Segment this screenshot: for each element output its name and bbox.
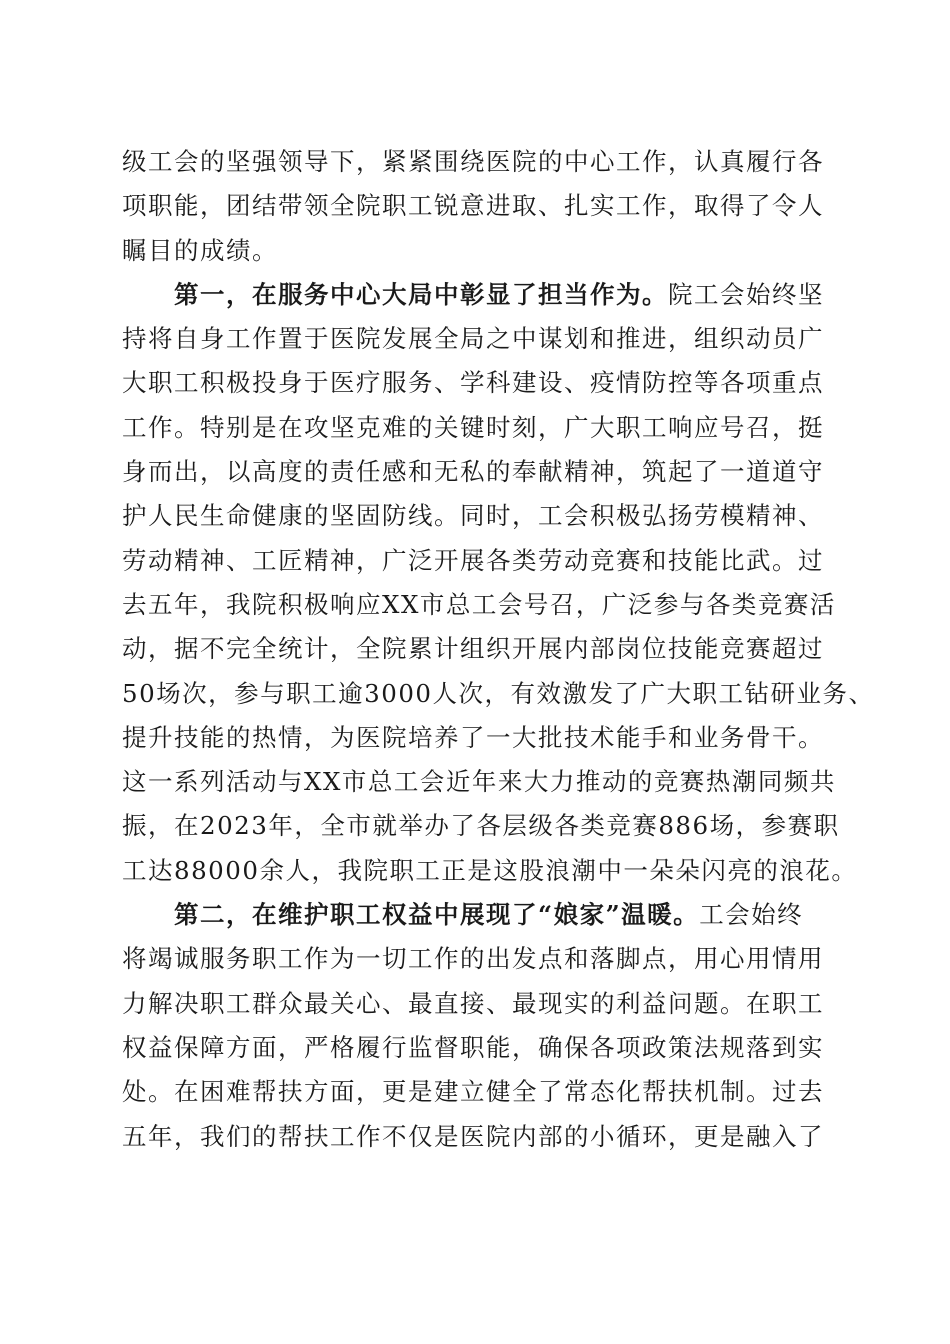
text-line: 动，据不完全统计，全院累计组织开展内部岗位技能竞赛超过	[122, 634, 824, 664]
text-line: 身而出，以高度的责任感和无私的奉献精神，筑起了一道道守	[122, 457, 824, 487]
body-text	[122, 140, 875, 1159]
text-line: 五年，我们的帮扶工作不仅是医院内部的小循环，更是融入了	[122, 1121, 824, 1151]
paragraph-2	[122, 273, 875, 893]
text-line: 工达88000余人，我院职工正是这股浪潮中一朵朵闪亮的浪花。	[122, 855, 858, 885]
text-line: 提升技能的热情，为医院培养了一大批技术能手和业务骨干。	[122, 722, 824, 752]
text-line: 大职工积极投身于医疗服务、学科建设、疫情防控等各项重点	[122, 368, 824, 398]
text-line: 力解决职工群众最关心、最直接、最现实的利益问题。在职工	[122, 988, 824, 1018]
text-run: 院工会始终坚	[668, 279, 824, 309]
text-line: 这一系列活动与XX市总工会近年来大力推动的竞赛热潮同频共	[122, 767, 836, 797]
text-line: 持将自身工作置于医院发展全局之中谋划和推进，组织动员广	[122, 324, 824, 354]
text-line: 工作。特别是在攻坚克难的关键时刻，广大职工响应号召，挺	[122, 412, 824, 442]
section-heading-1: 第一，在服务中心大局中彰显了担当作为。	[174, 279, 668, 309]
text-line: 劳动精神、工匠精神，广泛开展各类劳动竞赛和技能比武。过	[122, 545, 824, 575]
text-line: 将竭诚服务职工作为一切工作的出发点和落脚点，用心用情用	[122, 944, 824, 974]
section-heading-2: 第二，在维护职工权益中展现了“娘家”温暖。	[174, 900, 700, 930]
text-line: 级工会的坚强领导下，紧紧围绕医院的中心工作，认真履行各	[122, 147, 824, 176]
text-line: 护人民生命健康的坚固防线。同时，工会积极弘扬劳模精神、	[122, 501, 824, 531]
text-line: 权益保障方面，严格履行监督职能，确保各项政策法规落到实	[122, 1032, 824, 1062]
text-line: 去五年，我院积极响应XX市总工会号召，广泛参与各类竞赛活	[122, 589, 836, 619]
text-line: 项职能，团结带领全院职工锐意进取、扎实工作，取得了令人	[122, 191, 824, 221]
text-line: 50场次，参与职工逾3000人次，有效激发了广大职工钻研业务、	[122, 678, 875, 708]
text-line: 振，在2023年，全市就举办了各层级各类竞赛886场，参赛职	[122, 811, 840, 841]
text-run: 工会始终	[699, 900, 804, 930]
text-line	[122, 273, 838, 317]
paragraph-1	[122, 140, 838, 273]
text-line: 处。在困难帮扶方面，更是建立健全了常态化帮扶机制。过去	[122, 1077, 824, 1107]
text-line: 瞩目的成绩。	[122, 235, 278, 265]
text-line	[122, 893, 838, 937]
paragraph-3	[122, 893, 838, 1159]
